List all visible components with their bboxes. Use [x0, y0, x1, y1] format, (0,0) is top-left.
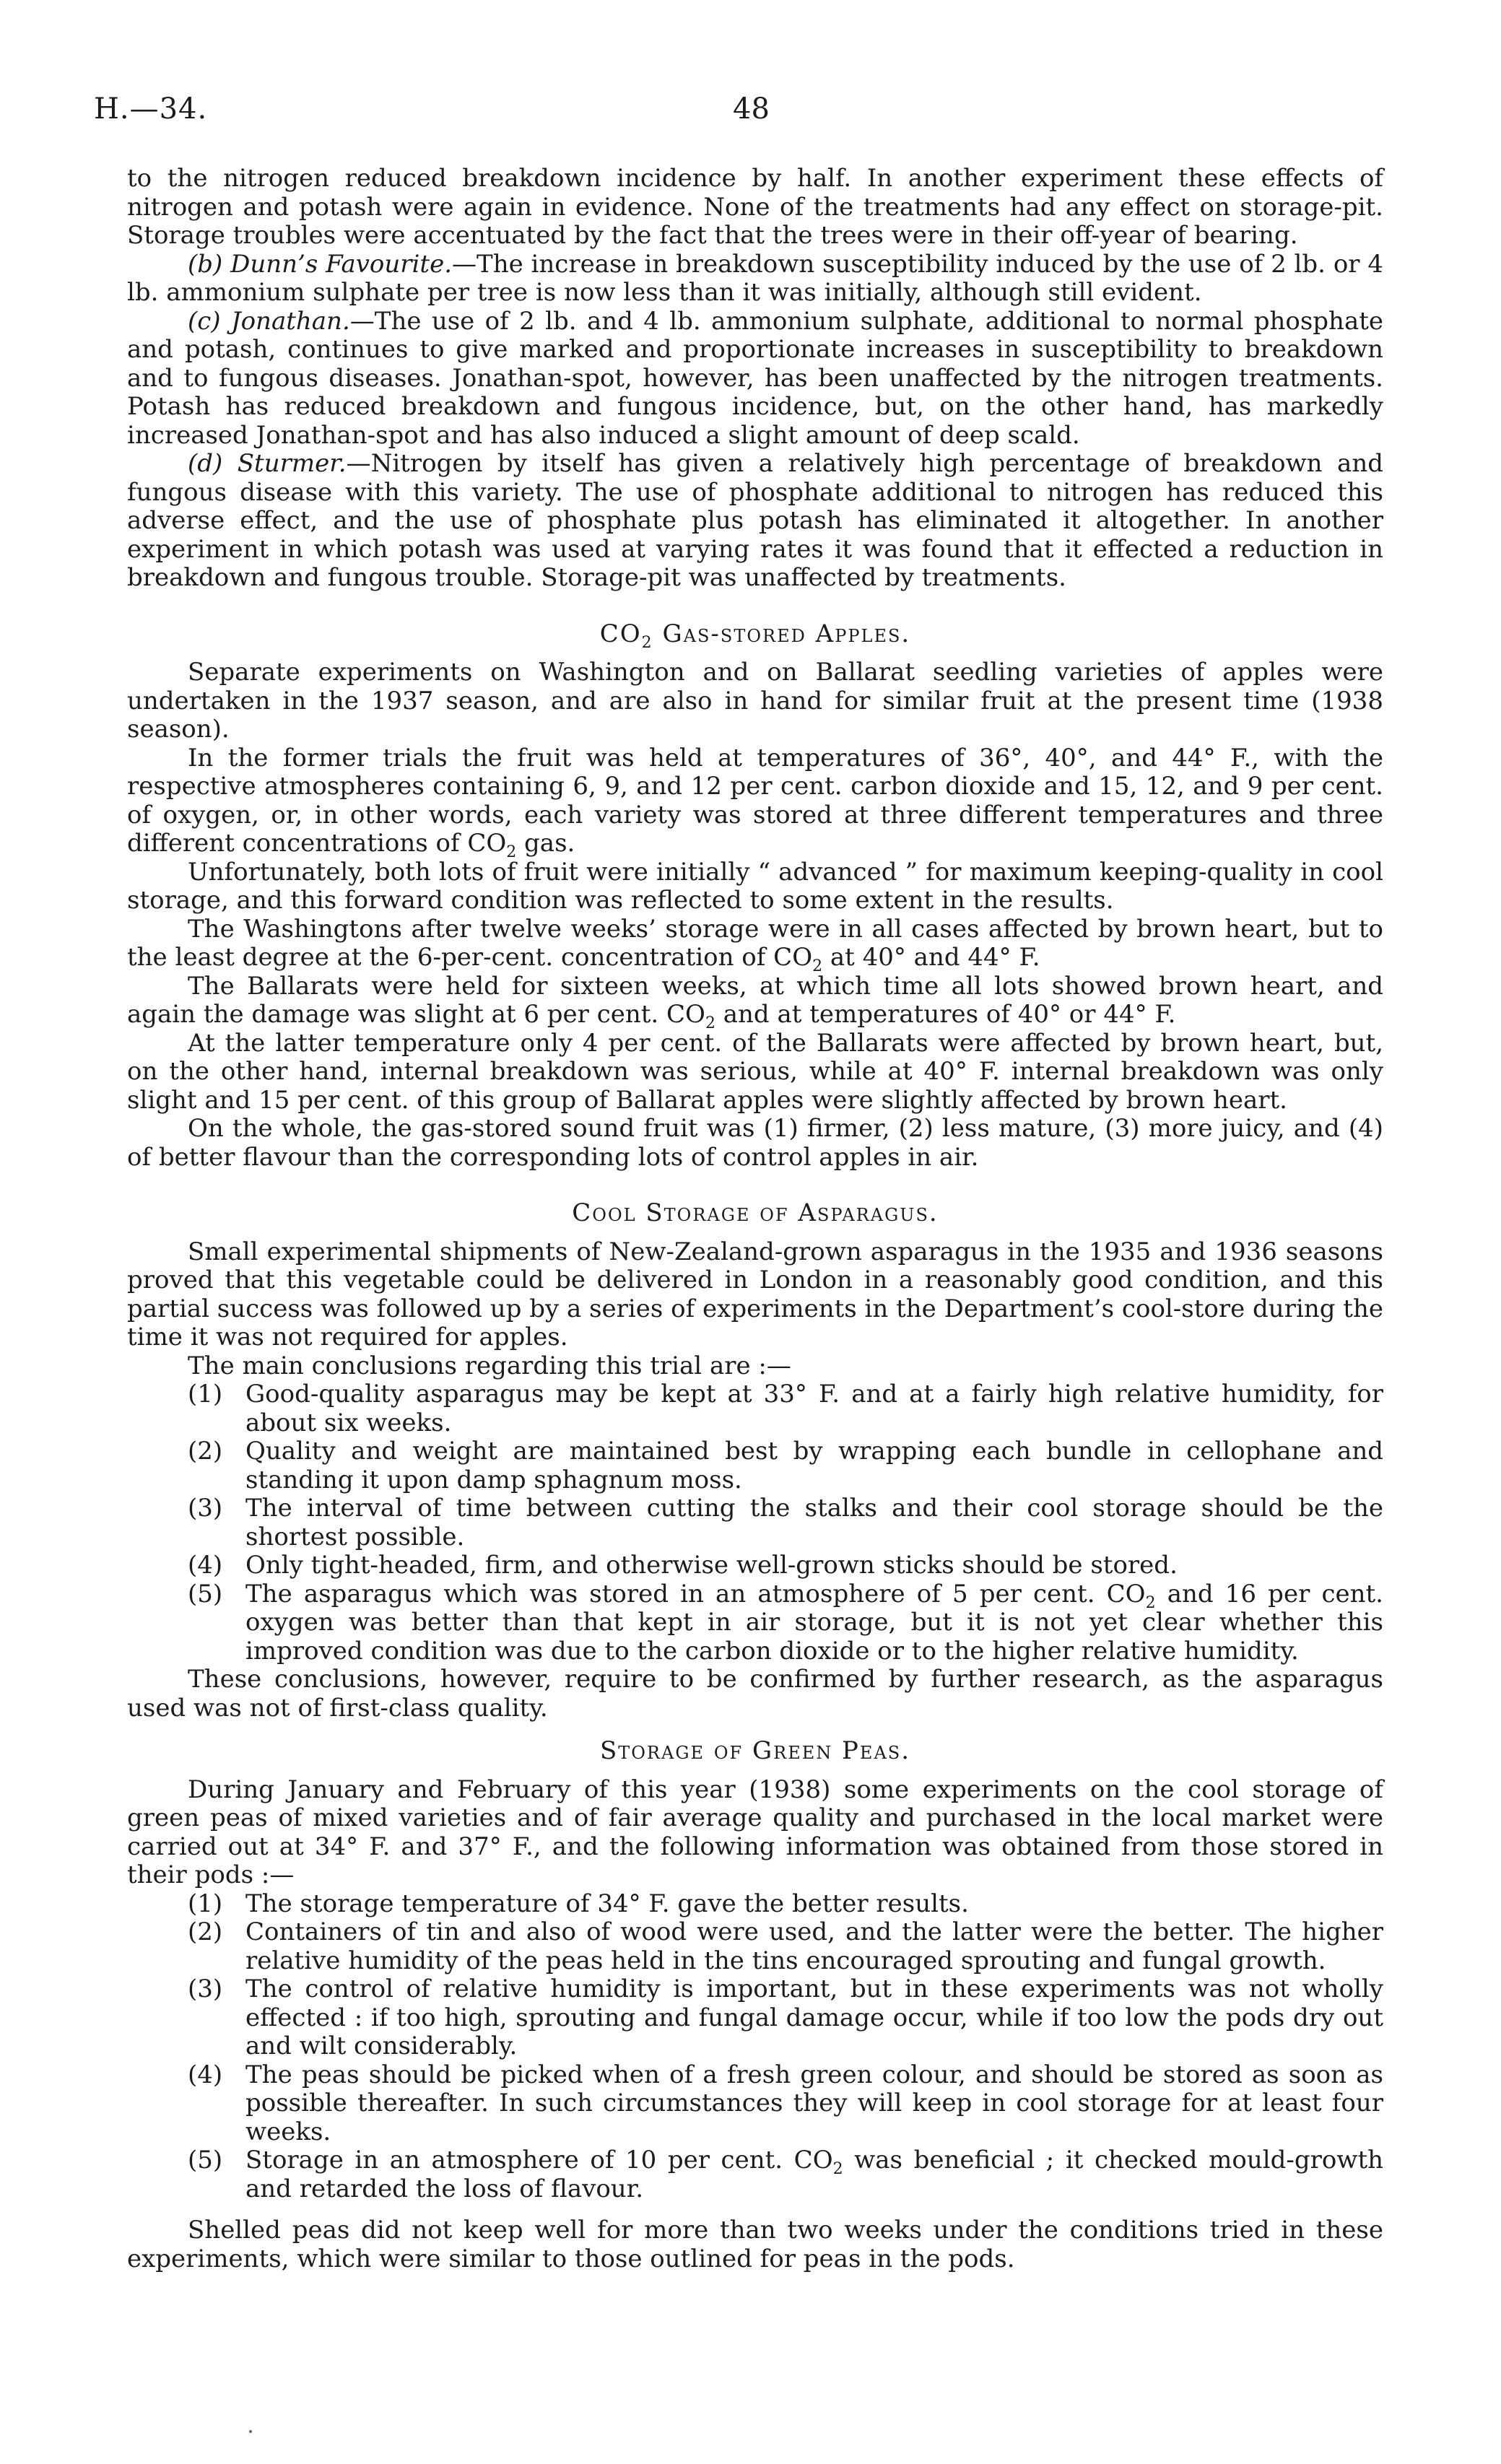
- peas-findings-list: [188, 1890, 1383, 2204]
- page-header: [0, 92, 1501, 136]
- page-number: 48: [733, 92, 770, 126]
- variety-label: (c) Jonathan.: [188, 306, 350, 336]
- paragraph: Separate experiments on Washington and on Ballarat seedling varieties of apples were undertaken in the 1937 season, and are also in hand for similar fruit at the present time (1938 season).: [127, 658, 1383, 744]
- list-item: (4) The peas should be picked when of a fresh green colour, and should be stored as soon as possible thereafter. In such circumstances they will keep in cool storage for at least four weeks.: [188, 2060, 1383, 2146]
- section-heading-peas: Storage of Green Peas.: [599, 1736, 911, 1765]
- paragraph-jonathan: (c) Jonathan.—The use of 2 lb. and 4 lb. ammonium sulphate, additional to normal phosphate and potash, continues to give marked and proportionate increases in susceptibility to breakdown and to fungous diseases. Jonathan-spot, however, has been unaffected by the nitrogen treatments. Potash has reduced breakdown and fungous incidence, but, on the other hand, has markedly increased Jonathan-spot and has also induced a slight amount of deep scald.: [127, 306, 1384, 450]
- list-item: (5) Storage in an atmosphere of 10 per cent. $CO_2$ was beneficial ; it checked mould-growth and retarded the loss of flavour.: [188, 2146, 1384, 2203]
- variety-label: (b) Dunn’s Favourite.: [188, 249, 453, 279]
- paragraph: The Ballarats were held for sixteen weeks, at which time all lots showed brown heart, and again the damage was slight at 6 per cent. $CO_2$ and at temperatures of 40° or 44° F.: [127, 971, 1383, 1032]
- section-heading-co2: $CO_2$ Gas-stored Apples.: [599, 619, 911, 652]
- list-item: (1) Good-quality asparagus may be kept at 33° F. and at a fairly high relative humidity, for about six weeks.: [188, 1380, 1383, 1437]
- paragraph: Unfortunately, both lots of fruit were initially “ advanced ” for maximum keeping-quality in cool storage, and this forward condition was reflected to some extent in the results.: [127, 857, 1383, 915]
- variety-label: (d) Sturmer.: [188, 449, 347, 478]
- section-heading-asparagus: Cool Storage of Asparagus.: [572, 1198, 939, 1227]
- paragraph: Small experimental shipments of New-Zealand-grown asparagus in the 1935 and 1936 seasons proved that this vegetable could be delivered in London in a reasonably good condition, and this partial success was followed up by a series of experiments in the Department’s cool-store during the time it was not required for apples.: [127, 1237, 1383, 1351]
- list-item: (3) The control of relative humidity is important, but in these experiments was not wholly effected : if too high, sprouting and fungal damage occur, while if too low the pods dry out and wilt considerably.: [188, 1975, 1383, 2060]
- paragraph: During January and February of this year (1938) some experiments on the cool storage of green peas of mixed varieties and of fair average quality and purchased in the local market were carried out at 34° F. and 37° F., and the following information was obtained from those stored in their pods :—: [127, 1775, 1383, 1889]
- list-item: (2) Quality and weight are maintained best by wrapping each bundle in cellophane and standing it upon damp sphagnum moss.: [188, 1437, 1383, 1494]
- list-item: (2) Containers of tin and also of wood were used, and the latter were the better. The higher relative humidity of the peas held in the tins encouraged sprouting and fungal growth.: [188, 1917, 1383, 1975]
- list-item: (3) The interval of time between cutting the stalks and their cool storage should be the shortest possible.: [188, 1494, 1383, 1551]
- paragraph: Shelled peas did not keep well for more than two weeks under the conditions tried in these experiments, which were similar to those outlined for peas in the pods.: [127, 2216, 1383, 2273]
- paragraph: On the whole, the gas-stored sound fruit was (1) firmer, (2) less mature, (3) more juicy, and (4) of better flavour than the corresponding lots of control apples in air.: [127, 1114, 1383, 1172]
- list-item: (5) The asparagus which was stored in an atmosphere of 5 per cent. $CO_2$ and 16 per cent. oxygen was better than that kept in air storage, but it is not yet clear whether this improved condition was due to the carbon dioxide or to the higher relative humidity.: [188, 1579, 1383, 1666]
- paragraph: The main conclusions regarding this trial are :—: [188, 1351, 791, 1380]
- page-body: [127, 165, 1383, 2273]
- list-item: (1) The storage temperature of 34° F. gave the better results.: [188, 1889, 969, 1918]
- paragraph-dunns-favourite: (b) Dunn’s Favourite.—The increase in breakdown susceptibility induced by the use of 2 lb. or 4 lb. ammonium sulphate per tree is now less than it was initially, although still evident.: [127, 249, 1383, 307]
- paragraph: At the latter temperature only 4 per cent. of the Ballarats were affected by brown heart, but, on the other hand, internal breakdown was serious, while at 40° F. internal breakdown was only slight and 15 per cent. of this group of Ballarat apples were slightly affected by brown heart.: [127, 1028, 1383, 1115]
- scan-speck: [249, 2430, 252, 2433]
- paragraph: These conclusions, however, require to be confirmed by further research, as the asparagus used was not of first-class quality.: [127, 1665, 1383, 1723]
- asparagus-conclusions-list: [188, 1380, 1383, 1666]
- list-item: (4) Only tight-headed, firm, and otherwise well-grown sticks should be stored.: [188, 1551, 1178, 1580]
- paragraph-sturmer: (d) Sturmer.—Nitrogen by itself has given a relatively high percentage of breakdown and fungous disease with this variety. The use of phosphate additional to nitrogen has reduced this adverse effect, and the use of phosphate plus potash has eliminated it altogether. In another experiment in which potash was used at varying rates it was found that it effected a reduction in breakdown and fungous trouble. Storage-pit was unaffected by treatments.: [127, 449, 1383, 592]
- document-reference: H.—34.: [94, 92, 208, 126]
- paragraph-continued: to the nitrogen reduced breakdown incidence by half. In another experiment these effects of nitrogen and potash were again in evidence. None of the treatments had any effect on storage-pit. Storage troubles were accentuated by the fact that the trees were in their off-year of bearing.: [127, 164, 1383, 250]
- paragraph: In the former trials the fruit was held at temperatures of 36°, 40°, and 44° F., with the respective atmospheres containing 6, 9, and 12 per cent. carbon dioxide and 15, 12, and 9 per cent. of oxygen, or, in other words, each variety was stored at three different temperatures and three different concentrations of $CO_2$ gas.: [127, 743, 1383, 861]
- paragraph: The Washingtons after twelve weeks’ storage were in all cases affected by brown heart, but to the least degree at the 6-per-cent. concentration of $CO_2$ at 40° and 44° F.: [127, 914, 1383, 975]
